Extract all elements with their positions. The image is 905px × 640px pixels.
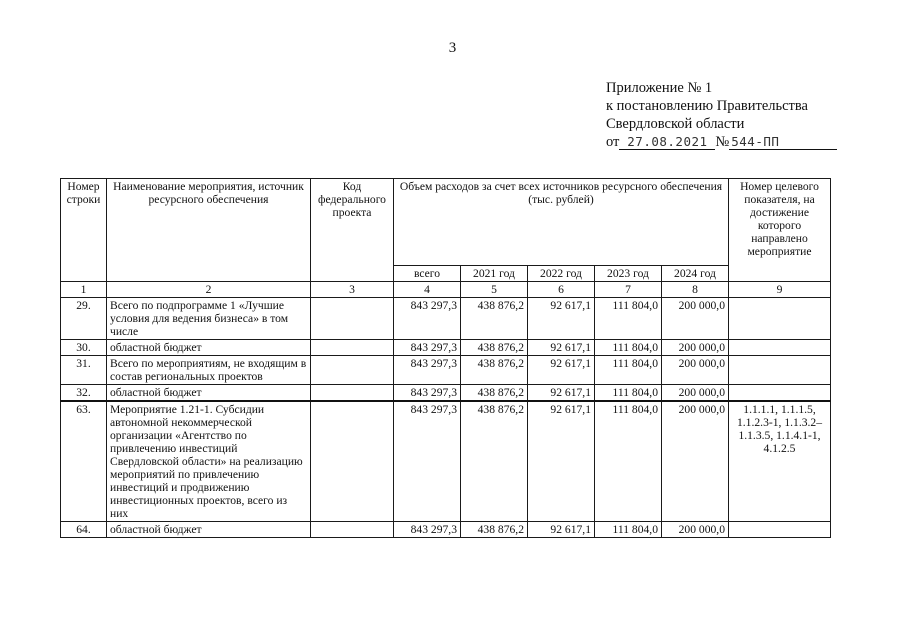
row-target — [729, 298, 831, 340]
column-numbers-row — [61, 282, 831, 298]
row-total: 843 297,3 — [394, 401, 461, 522]
row-name: областной бюджет — [107, 385, 311, 402]
row-fed-code — [311, 340, 394, 356]
row-number: 29. — [61, 298, 107, 340]
row-2021: 438 876,2 — [461, 522, 528, 538]
row-2024: 200 000,0 — [662, 340, 729, 356]
row-2022: 92 617,1 — [528, 401, 595, 522]
row-2022: 92 617,1 — [528, 356, 595, 385]
table-row — [61, 340, 831, 356]
row-2022: 92 617,1 — [528, 298, 595, 340]
header-2022: 2022 год — [528, 266, 595, 282]
appendix-date-line — [606, 133, 837, 151]
header-name: Наименование мероприятия, источник ресурсного обеспечения — [107, 179, 311, 282]
table-row — [61, 385, 831, 402]
row-2024: 200 000,0 — [662, 401, 729, 522]
appendix-block — [606, 79, 837, 151]
row-name: областной бюджет — [107, 522, 311, 538]
row-fed-code — [311, 401, 394, 522]
row-2021: 438 876,2 — [461, 340, 528, 356]
row-number: 31. — [61, 356, 107, 385]
row-total: 843 297,3 — [394, 385, 461, 402]
row-2022: 92 617,1 — [528, 340, 595, 356]
header-row-no: Номер строки — [61, 179, 107, 282]
row-fed-code — [311, 522, 394, 538]
row-target — [729, 340, 831, 356]
col-number: 2 — [107, 282, 311, 298]
row-2023: 111 804,0 — [595, 401, 662, 522]
table-row — [61, 298, 831, 340]
col-number: 4 — [394, 282, 461, 298]
header-2023: 2023 год — [595, 266, 662, 282]
col-number: 5 — [461, 282, 528, 298]
row-2023: 111 804,0 — [595, 298, 662, 340]
row-2022: 92 617,1 — [528, 522, 595, 538]
page-number: 3 — [448, 40, 457, 56]
row-2021: 438 876,2 — [461, 298, 528, 340]
row-target — [729, 522, 831, 538]
row-2023: 111 804,0 — [595, 385, 662, 402]
row-total: 843 297,3 — [394, 298, 461, 340]
row-number: 63. — [61, 401, 107, 522]
row-2023: 111 804,0 — [595, 340, 662, 356]
row-2024: 200 000,0 — [662, 385, 729, 402]
header-volume: Объем расходов за счет всех источников ресурсного обеспечения (тыс. рублей) — [394, 179, 729, 266]
row-2024: 200 000,0 — [662, 356, 729, 385]
row-2021: 438 876,2 — [461, 401, 528, 522]
row-target — [729, 385, 831, 402]
row-name: Всего по мероприятиям, не входящим в состав региональных проектов — [107, 356, 311, 385]
row-number: 64. — [61, 522, 107, 538]
row-fed-code — [311, 298, 394, 340]
decree-number: 544-ПП — [729, 135, 837, 150]
row-2021: 438 876,2 — [461, 356, 528, 385]
row-2021: 438 876,2 — [461, 385, 528, 402]
row-target: 1.1.1.1, 1.1.1.5, 1.1.2.3-1, 1.1.3.2–1.1.3.5, 1.1.4.1-1, 4.1.2.5 — [729, 401, 831, 522]
row-target — [729, 356, 831, 385]
col-number: 3 — [311, 282, 394, 298]
col-number: 7 — [595, 282, 662, 298]
row-name: Всего по подпрограмме 1 «Лучшие условия для ведения бизнеса» в том числе — [107, 298, 311, 340]
header-row — [61, 179, 831, 266]
from-label: от — [606, 134, 620, 150]
decree-date: 27.08.2021 — [619, 135, 715, 150]
header-2021: 2021 год — [461, 266, 528, 282]
col-number: 8 — [662, 282, 729, 298]
row-2023: 111 804,0 — [595, 522, 662, 538]
row-number: 32. — [61, 385, 107, 402]
col-number: 9 — [729, 282, 831, 298]
row-total: 843 297,3 — [394, 356, 461, 385]
row-2024: 200 000,0 — [662, 522, 729, 538]
table-row — [61, 522, 831, 538]
col-number: 6 — [528, 282, 595, 298]
appendix-line-2: к постановлению Правительства — [606, 98, 808, 114]
row-name: Мероприятие 1.21-1. Субсидии автономной некоммерческой организации «Агентство по привлечению инвестиций Свердловской области» на реализацию мероприятий по привлечению инвестиций и продвижению инвестиционных проектов, всего из них — [107, 401, 311, 522]
row-number: 30. — [61, 340, 107, 356]
header-2024: 2024 год — [662, 266, 729, 282]
table-row — [61, 401, 831, 522]
row-2022: 92 617,1 — [528, 385, 595, 402]
appendix-title: Приложение № 1 — [606, 80, 713, 96]
table-row — [61, 356, 831, 385]
row-total: 843 297,3 — [394, 522, 461, 538]
col-number: 1 — [61, 282, 107, 298]
header-fed-code: Код федерального проекта — [311, 179, 394, 282]
row-2023: 111 804,0 — [595, 356, 662, 385]
row-fed-code — [311, 385, 394, 402]
row-name: областной бюджет — [107, 340, 311, 356]
header-target: Номер целевого показателя, на достижение которого направлено мероприятие — [729, 179, 831, 282]
row-2024: 200 000,0 — [662, 298, 729, 340]
row-fed-code — [311, 356, 394, 385]
row-total: 843 297,3 — [394, 340, 461, 356]
header-total: всего — [394, 266, 461, 282]
expenses-table — [60, 178, 831, 538]
appendix-line-3: Свердловской области — [606, 116, 745, 132]
number-label: № — [715, 134, 730, 150]
